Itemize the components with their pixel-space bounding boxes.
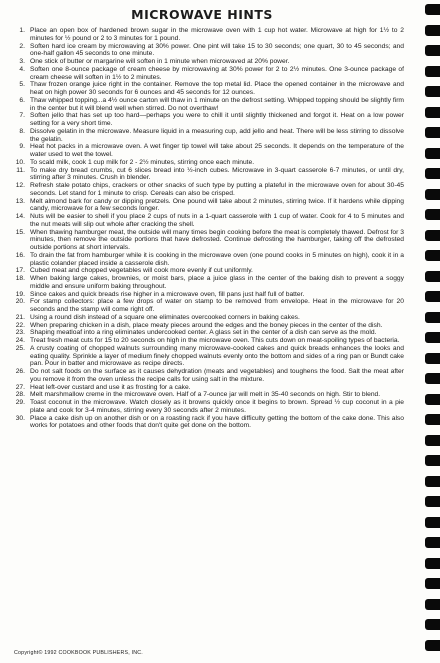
hint-number: 21. — [15, 313, 25, 321]
binding-tab — [425, 476, 440, 487]
hint-item — [14, 391, 404, 399]
hint-item — [14, 128, 404, 144]
hint-text: Using a round dish instead of a square one eliminates overcooked corners in baking cakes. — [30, 313, 300, 321]
hint-item — [14, 182, 404, 198]
hint-text: Melt marshmallow creme in the microwave oven. Half of a 7-ounce jar will melt in 35-40 seconds on high. Stir to blend. — [30, 391, 381, 399]
hint-text: Melt almond bark for candy or dipping pretzels. One pound will take about 2 minutes, stirring twice. If it hardens while dipping candy, microwave for a few seconds longer. — [30, 197, 404, 213]
binding-tab — [425, 599, 440, 610]
binding-tab — [425, 86, 440, 97]
hint-item — [14, 329, 404, 337]
binding-tab — [425, 353, 440, 364]
binding-tab — [425, 250, 440, 261]
binding-tab — [425, 558, 440, 569]
hint-item — [14, 322, 404, 330]
hint-number: 25. — [15, 344, 25, 352]
hint-number: 16. — [15, 251, 25, 259]
binding-tab — [425, 45, 440, 56]
hint-number: 29. — [15, 399, 25, 406]
hint-item — [14, 112, 404, 128]
hint-item — [14, 43, 404, 59]
hint-number: 2. — [19, 42, 25, 50]
hint-number: 24. — [15, 337, 25, 344]
hint-text: Heat left-over custard and use it as frosting for a cake. — [30, 383, 191, 391]
hint-number: 8. — [19, 127, 25, 135]
hint-text: A crusty coating of chopped walnuts surrounding many microwave-cooked cakes and quick breads enhances the looks and eating quality. Sprinkle a layer of medium finely chopped walnuts evenly onto the bottom and sides of a ring pan or Bundt cake pan. Pour in batter and microwave as recipe directs. — [30, 344, 404, 368]
binding-tab — [425, 619, 440, 630]
hint-item — [14, 267, 404, 275]
hint-item — [14, 399, 404, 415]
hint-text: When baking large cakes, brownies, or moist bars, place a juice glass in the center of the baking dish to prevent a soggy middle and ensure uniform baking throughout. — [30, 275, 404, 290]
hint-number: 5. — [19, 81, 25, 89]
spiral-binding — [425, 0, 440, 663]
binding-tab — [425, 373, 440, 384]
hint-text: Cubed meat and chopped vegetables will cook more evenly if cut uniformly. — [30, 267, 253, 275]
hint-number: 27. — [15, 383, 25, 391]
binding-tab — [425, 312, 440, 323]
binding-tab — [425, 209, 440, 220]
hint-number: 11. — [16, 166, 25, 174]
binding-tab — [425, 578, 440, 589]
hint-number: 10. — [15, 158, 25, 166]
hint-item — [14, 275, 404, 291]
hint-item — [14, 252, 404, 268]
hint-item — [14, 345, 404, 368]
binding-tab — [425, 66, 440, 77]
hint-number: 14. — [15, 213, 25, 220]
hint-number: 4. — [19, 65, 25, 73]
hint-text: Thaw frozen orange juice right in the container. Remove the top metal lid. Place the opened container in the microwave and heat on high power 30 seconds for 6 ounces and 45 seconds for 12 ounces. — [30, 81, 404, 96]
binding-tab — [425, 127, 440, 138]
hint-item — [14, 368, 404, 384]
hint-text: One stick of butter or margarine will soften in 1 minute when microwaved at 20% power. — [30, 58, 290, 65]
hint-item — [14, 337, 404, 345]
hint-text: Toast coconut in the microwave. Watch closely as it browns quickly once it begins to brown. Spread ½ cup coconut in a pie plate and cook for 3-4 minutes, stirring every 30 seconds after 2 minutes. — [30, 399, 404, 414]
hint-text: Place a cake dish up on another dish or on a roasting rack if you have difficulty getting the bottom of the cake done. This also works for potatoes and other foods that don't quite get done on the bottom. — [30, 414, 404, 430]
hint-item — [14, 97, 404, 113]
hint-item — [14, 213, 404, 229]
hint-number: 1. — [19, 27, 25, 34]
hint-number: 15. — [15, 228, 25, 236]
hint-number: 28. — [15, 391, 25, 399]
hint-number: 26. — [15, 368, 25, 375]
hint-text: Dissolve gelatin in the microwave. Measure liquid in a measuring cup, add jello and heat. There will be less stirring to dissolve the gelatin. — [30, 127, 404, 143]
hint-item — [14, 229, 404, 252]
hint-text: Heat hot packs in a microwave oven. A wet finger tip towel will take about 25 seconds. It depends on the temperature of the water used to wet the towel. — [30, 143, 404, 158]
binding-tab — [425, 25, 440, 36]
binding-tab — [425, 271, 440, 282]
hint-number: 22. — [15, 321, 25, 329]
hint-item — [14, 198, 404, 214]
hint-item — [14, 291, 404, 299]
hint-text: To scald milk, cook 1 cup milk for 2 - 2½ minutes, stirring once each minute. — [30, 158, 255, 166]
copyright-notice: Copyright© 1992 COOKBOOK PUBLISHERS, INC. — [14, 650, 143, 656]
hint-item — [14, 167, 404, 183]
hint-item — [14, 143, 404, 159]
hint-item — [14, 159, 404, 167]
binding-tab — [425, 394, 440, 405]
hint-item — [14, 66, 404, 82]
binding-tab — [425, 4, 440, 15]
hint-number: 19. — [15, 290, 25, 298]
hint-text: Soften hard ice cream by microwaving at 30% power. One pint will take 15 to 30 seconds; one quart, 30 to 45 seconds; and one-half gallon 45 seconds to one minute. — [30, 42, 404, 58]
binding-tab — [425, 107, 440, 118]
binding-tab — [425, 517, 440, 528]
hint-item — [14, 58, 404, 66]
hint-number: 7. — [19, 112, 25, 120]
hint-item — [14, 415, 404, 431]
binding-tab — [425, 537, 440, 548]
binding-tab — [425, 455, 440, 466]
hint-number: 9. — [19, 143, 25, 151]
binding-tab — [425, 189, 440, 200]
hint-text: Treat fresh meat cuts for 15 to 20 seconds on high in the microwave oven. This cuts down on meat-spoiling types of bacteria. — [30, 337, 400, 344]
binding-tab — [425, 435, 440, 446]
hint-text: Since cakes and quick breads rise higher in a microwave oven, fill pans just half full of batter. — [30, 290, 305, 298]
hint-item — [14, 81, 404, 97]
hint-item — [14, 384, 404, 392]
binding-tab — [425, 332, 440, 343]
hint-text: Soften jello that has set up too hard—perhaps you were to chill it until slightly thickened and forgot it. Heat on a low power setting for a very short time. — [30, 112, 404, 127]
hint-text: When preparing chicken in a dish, place meaty pieces around the edges and the boney pieces in the center of the dish. — [30, 321, 383, 329]
hint-number: 18. — [15, 275, 25, 282]
hint-number: 3. — [19, 58, 25, 65]
hint-number: 17. — [15, 267, 25, 275]
hint-text: Shaping meatloaf into a ring eliminates undercooked center. A glass set in the center of a dish can serve as the mold. — [30, 329, 377, 337]
binding-tab — [425, 148, 440, 159]
hint-text: To make dry bread crumbs, cut 6 slices bread into ½-inch cubes. Microwave in 3-quart casserole 6-7 minutes, or until dry, stirring after 3 minutes. Crush in blender. — [30, 166, 404, 182]
hint-text: Thaw whipped topping...a 4½ ounce carton will thaw in 1 minute on the defrost setting. Whipped topping should be slightly firm in the center but it will blend well when stirred. Do not overthaw! — [30, 96, 404, 112]
hint-item — [14, 27, 404, 43]
binding-tab — [425, 496, 440, 507]
hint-text: To drain the fat from hamburger while it is cooking in the microwave oven (one pound cooks in 5 minutes on high), cook it in a plastic colander placed inside a casserole dish. — [30, 251, 404, 267]
binding-tab — [425, 291, 440, 302]
hint-text: Soften one 8-ounce package of cream cheese by microwaving at 30% power for 2 to 2½ minutes. One 3-ounce package of cream cheese will soften in 1½ to 2 minutes. — [30, 65, 404, 81]
hint-number: 13. — [15, 197, 25, 205]
binding-tab — [425, 640, 440, 651]
hint-number: 20. — [15, 298, 25, 306]
hints-list — [14, 27, 404, 430]
hint-number: 6. — [19, 96, 25, 104]
hint-text: Place an open box of hardened brown sugar in the microwave oven with 1 cup hot water. Microwave at high for 1½ to 2 minutes for ½ pound or 2 to 3 minutes for 1 pound. — [30, 27, 404, 42]
hint-text: Refresh stale potato chips, crackers or other snacks of such type by putting a plateful in the microwave oven for about 30-45 seconds. Let stand for 1 minute to crisp. Cereals can also be crisped. — [30, 182, 404, 197]
hint-number: 30. — [15, 414, 25, 422]
hint-item — [14, 298, 404, 314]
binding-tab — [425, 168, 440, 179]
hint-number: 12. — [15, 182, 25, 189]
hint-text: When thawing hamburger meat, the outside will many times begin cooking before the meat is completely thawed. Defrost for 3 minutes, then remove the outside portions that have defrosted. Continue defrosting the hamburger, taking off the defrosted outside portions at short intervals. — [30, 228, 404, 251]
page-title: MICROWAVE HINTS — [131, 7, 273, 22]
hint-text: Nuts will be easier to shell if you place 2 cups of nuts in a 1-quart casserole with 1 cup of water. Cook for 4 to 5 minutes and the nut meats will slip out whole after cracking the shell. — [30, 213, 404, 228]
hint-number: 23. — [15, 329, 25, 337]
binding-tab — [425, 230, 440, 241]
hint-text: For stamp collectors: place a few drops of water on stamp to be removed from envelope. Heat in the microwave for 20 seconds and the stamp will come right off. — [30, 298, 404, 313]
binding-tab — [425, 414, 440, 425]
hint-text: Do not salt foods on the surface as it causes dehydration (meats and vegetables) and toughens the food. Salt the meat after you remove it from the oven unless the recipe calls for using salt in the mixture. — [30, 368, 404, 383]
hint-item — [14, 314, 404, 322]
